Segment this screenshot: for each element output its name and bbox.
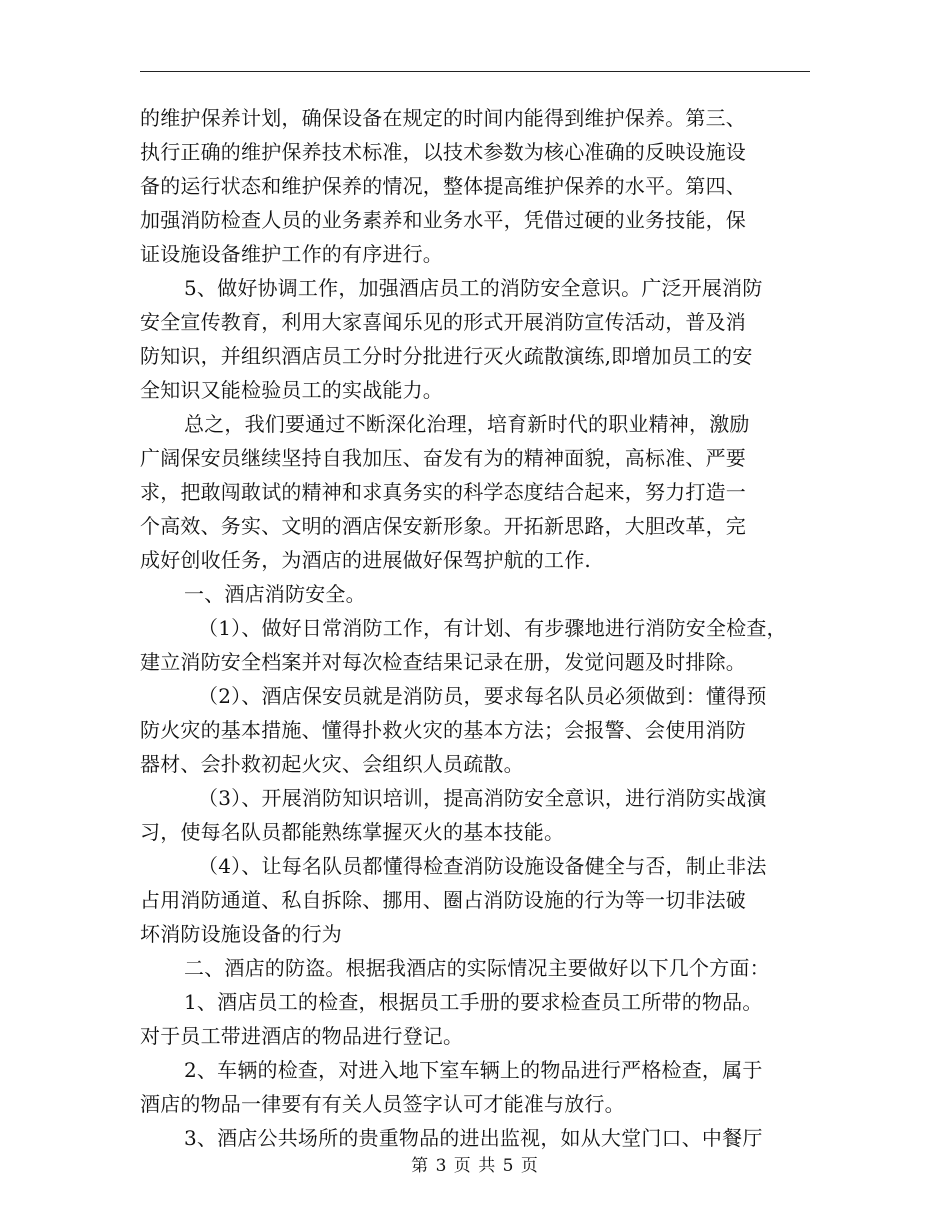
theft-item-2-start: 2、车辆的检查，对进入地下室车辆上的物品进行严格检查，属于 [184,1058,763,1082]
paragraph-5-start: 5、做好协调工作，加强酒店员工的消防安全意识。广泛开展消防 [184,276,763,300]
text-line: 对于员工带进酒店的物品进行登记。 [140,1024,464,1048]
text-line: 执行正确的维护保养技术标准，以技术参数为核心准确的反映设施设 [140,140,746,164]
item-2-start: （2）、酒店保安员就是消防员，要求每名队员必须做到：懂得预 [198,684,767,708]
text-line: 坏消防设施设备的行为 [140,922,342,946]
text-line: 备的运行状态和维护保养的情况，整体提高维护保养的水平。第四、 [140,174,746,198]
text-line: 习，使每名队员都能熟练掌握灭火的基本技能。 [140,820,565,844]
text-line: 防知识，并组织酒店员工分时分批进行灭火疏散演练,即增加员工的安 [140,344,753,368]
text-line: 加强消防检查人员的业务素养和业务水平，凭借过硬的业务技能，保 [140,208,746,232]
section-heading-anti-theft: 二、酒店的防盗。根据我酒店的实际情况主要做好以下几个方面： [184,956,770,980]
text-line: 成好创收任务，为酒店的进展做好保驾护航的工作. [140,548,591,572]
item-3-start: （3）、开展消防知识培训，提高消防安全意识，进行消防实战演 [198,786,767,810]
document-body [140,101,812,1155]
text-line: 安全宣传教育，利用大家喜闻乐见的形式开展消防宣传活动，普及消 [140,310,746,334]
summary-paragraph-start: 总之，我们要通过不断深化治理，培育新时代的职业精神，激励 [184,412,750,436]
text-line: 器材、会扑救初起火灾、会组织人员疏散。 [140,752,524,776]
text-line: 酒店的物品一律要有有关人员签字认可才能准与放行。 [140,1092,625,1116]
text-line: 建立消防安全档案并对每次检查结果记录在册，发觉问题及时排除。 [140,650,746,674]
header-rule [140,71,810,72]
page-number: 第 3 页 共 5 页 [411,1156,539,1176]
text-line: 个高效、务实、文明的酒店保安新形象。开拓新思路，大胆改革，完 [140,514,746,538]
text-line: 防火灾的基本措施、懂得扑救火灾的基本方法；会报警、会使用消防 [140,718,746,742]
text-line: 广阔保安员继续坚持自我加压、奋发有为的精神面貌，高标准、严要 [140,446,746,470]
item-1-start: （1）、做好日常消防工作，有计划、有步骤地进行消防安全检查， [198,616,787,640]
section-heading-fire-safety: 一、酒店消防安全。 [184,582,366,606]
item-4-start: （4）、让每名队员都懂得检查消防设施设备健全与否，制止非法 [198,854,767,878]
theft-item-3-start: 3、酒店公共场所的贵重物品的进出监视，如从大堂门口、中餐厅 [184,1126,763,1150]
text-line: 求，把敢闯敢试的精神和求真务实的科学态度结合起来，努力打造一 [140,480,746,504]
text-line: 全知识又能检验员工的实战能力。 [140,378,443,402]
theft-item-1-start: 1、酒店员工的检查，根据员工手册的要求检查员工所带的物品。 [184,990,763,1014]
text-line: 的维护保养计划，确保设备在规定的时间内能得到维护保养。第三、 [140,106,746,130]
text-line: 证设施设备维护工作的有序进行。 [140,242,443,266]
text-line: 占用消防通道、私自拆除、挪用、圈占消防设施的行为等一切非法破 [140,888,746,912]
